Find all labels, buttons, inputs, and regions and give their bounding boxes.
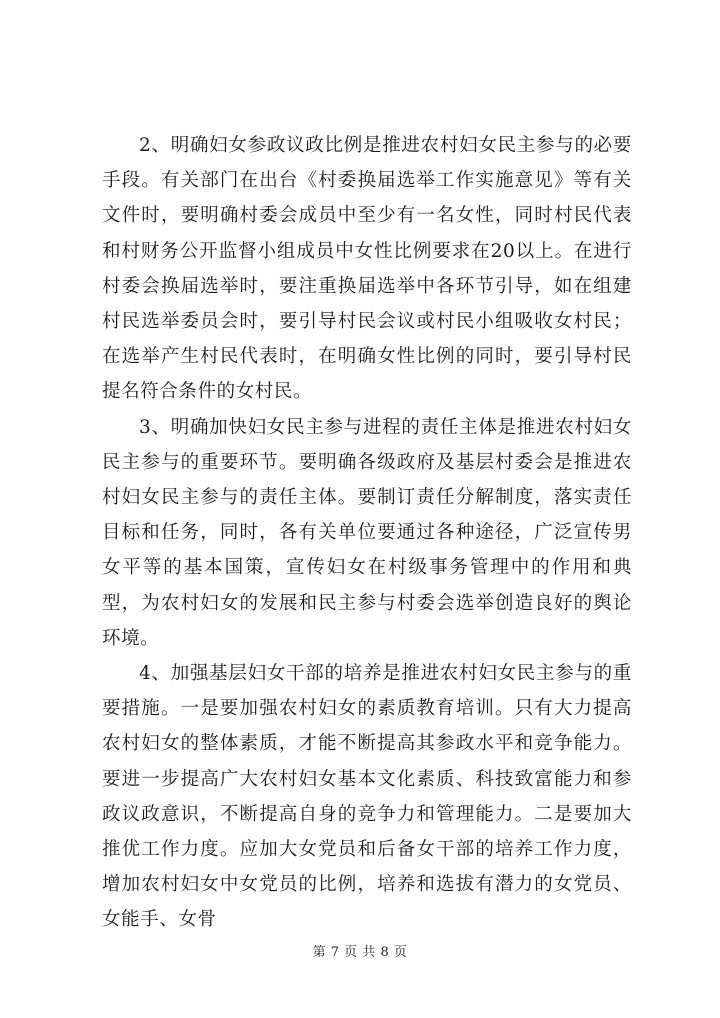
paragraph-2: 2、明确妇女参政议政比例是推进农村妇女民主参与的必要手段。有关部门在出台《村委换届选举工作实施意见》等有关文件时，要明确村委会成员中至少有一名女性，同时村民代表和村财务公开监督小组成员中女性比例要求在20以上。在进行村委会换届选举时，要注重换届选举中各环节引导，如在组建村民选举委员会时，要引导村民会议或村民小组吸收女村民；在选举产生村民代表时，在明确女性比例的同时，要引导村民提名符合条件的女村民。 [102,135,632,403]
paragraph-4: 4、加强基层妇女干部的培养是推进农村妇女民主参与的重要措施。一是要加强农村妇女的素质教育培训。只有大力提高农村妇女的整体素质，才能不断提高其参政水平和竞争能力。要进一步提高广大农村妇女基本文化素质、科技致富能力和参政议政意识，不断提高自身的竞争力和管理能力。二是要加大推优工作力度。应加大女党员和后备女干部的培养工作力度，增加农村妇女中女党员的比例，培养和选拔有潜力的女党员、女能手、女骨 [102,663,632,931]
paragraph-3: 3、明确加快妇女民主参与进程的责任主体是推进农村妇女民主参与的重要环节。要明确各级政府及基层村委会是推进农村妇女民主参与的责任主体。要制订责任分解制度，落实责任目标和任务，同时，各有关单位要通过各种途径，广泛宣传男女平等的基本国策，宣传妇女在村级事务管理中的作用和典型，为农村妇女的发展和民主参与村委会选举创造良好的舆论环境。 [102,416,632,649]
page-number-footer: 第 7 页 共 8 页 [312,945,408,960]
document-body [102,128,632,938]
